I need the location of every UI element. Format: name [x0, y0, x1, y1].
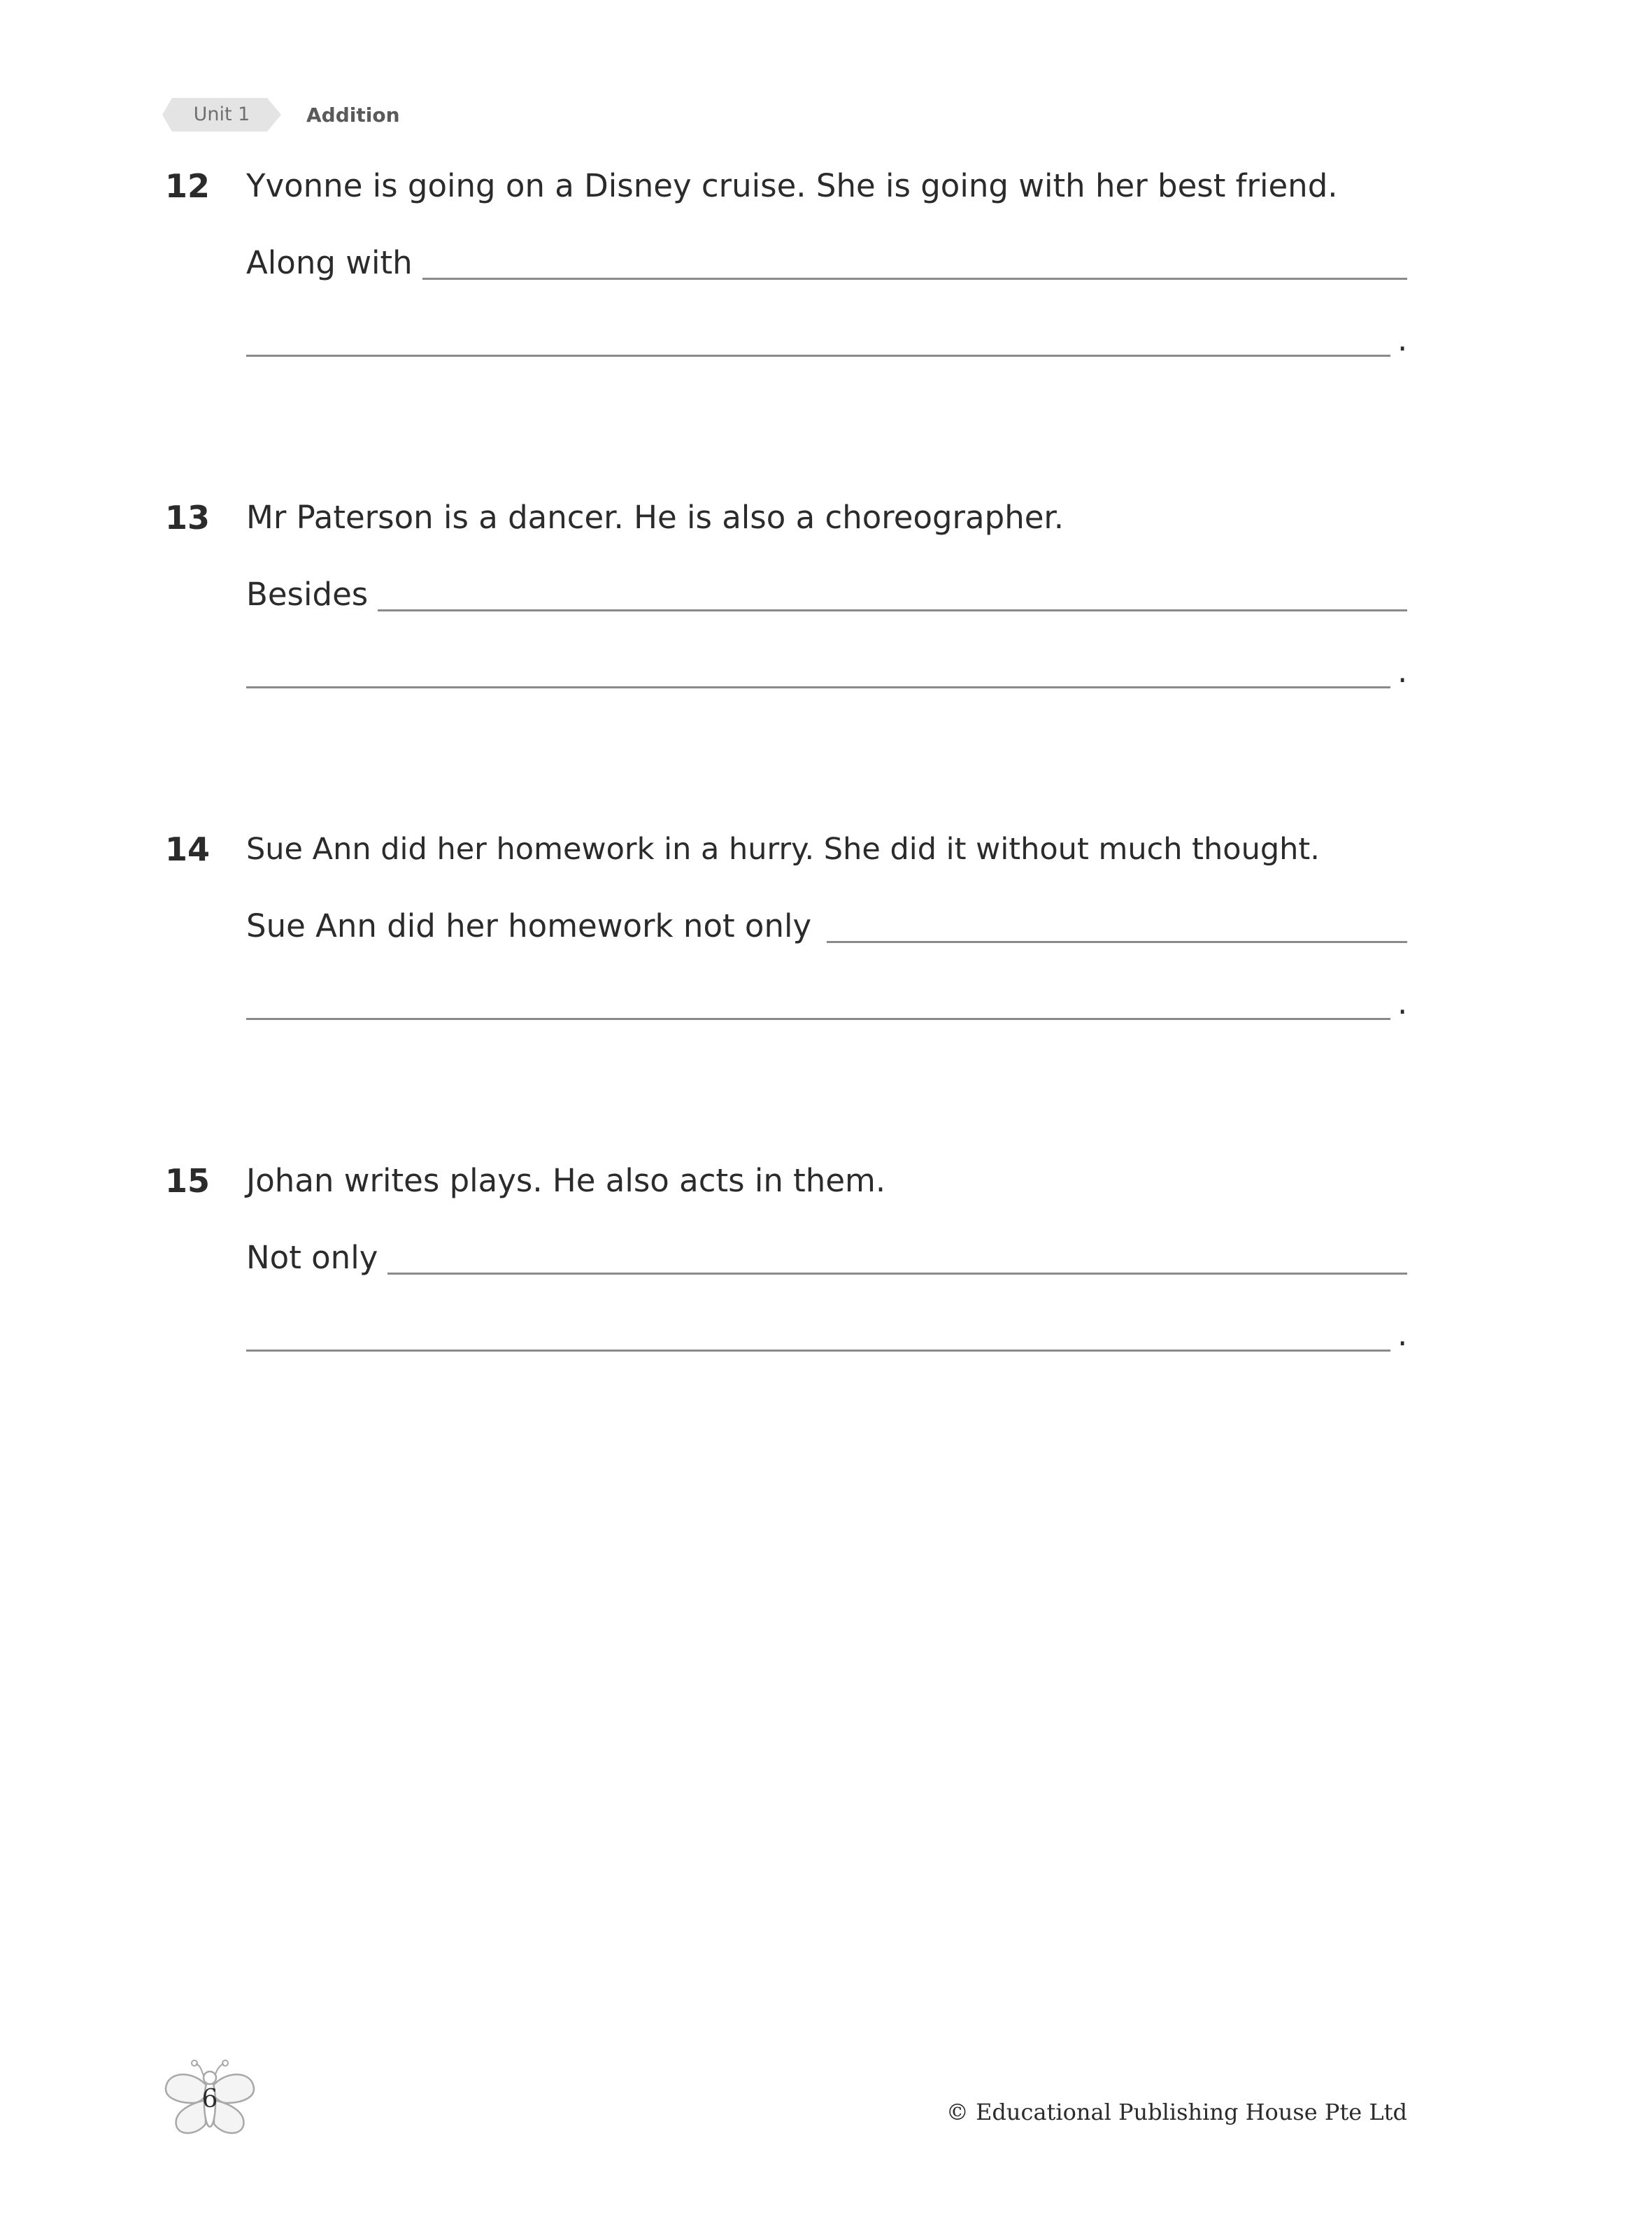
answer-stem: Besides — [246, 576, 369, 613]
answer-line-2[interactable] — [246, 319, 1407, 361]
answer-stem: Along with — [246, 244, 413, 281]
end-mark: . — [1397, 321, 1408, 358]
question-prompt: Mr Paterson is a dancer. He is also a choreographer. — [246, 499, 1064, 536]
answer-stem: Sue Ann did her homework not only — [246, 907, 812, 944]
fill-in-line[interactable] — [246, 1018, 1390, 1020]
answer-stem: Not only — [246, 1239, 378, 1276]
fill-in-line[interactable] — [378, 609, 1407, 611]
fill-in-line[interactable] — [246, 686, 1390, 688]
question-number: 13 — [165, 499, 211, 537]
question-number: 15 — [165, 1162, 211, 1200]
question-prompt: Yvonne is going on a Disney cruise. She is going with her best friend. — [246, 167, 1338, 204]
end-mark: . — [1397, 653, 1408, 690]
unit-topic: Addition — [306, 103, 400, 127]
page-number: 6 — [201, 2085, 218, 2113]
unit-tab — [162, 98, 281, 132]
question-number: 12 — [165, 167, 211, 205]
answer-line-1[interactable] — [246, 242, 1407, 284]
answer-line-1[interactable] — [246, 905, 1407, 947]
fill-in-line[interactable] — [246, 355, 1390, 357]
fill-in-line[interactable] — [827, 941, 1407, 943]
unit-header — [162, 98, 400, 132]
fill-in-line[interactable] — [422, 278, 1407, 280]
fill-in-line[interactable] — [246, 1350, 1390, 1352]
question-prompt: Sue Ann did her homework in a hurry. She did it without much thought. — [246, 832, 1320, 867]
question-prompt: Johan writes plays. He also acts in them. — [246, 1162, 886, 1199]
answer-line-1[interactable] — [246, 1237, 1407, 1279]
answer-line-2[interactable] — [246, 1314, 1407, 1356]
fill-in-line[interactable] — [387, 1273, 1407, 1275]
copyright-notice: © Educational Publishing House Pte Ltd — [946, 2099, 1407, 2125]
answer-line-2[interactable] — [246, 982, 1407, 1024]
question-number: 14 — [165, 830, 211, 868]
end-mark: . — [1397, 984, 1408, 1021]
answer-line-2[interactable] — [246, 651, 1407, 693]
answer-line-1[interactable] — [246, 574, 1407, 616]
unit-label: Unit 1 — [193, 104, 250, 125]
end-mark: . — [1397, 1316, 1408, 1353]
page-number-badge — [161, 2057, 259, 2141]
